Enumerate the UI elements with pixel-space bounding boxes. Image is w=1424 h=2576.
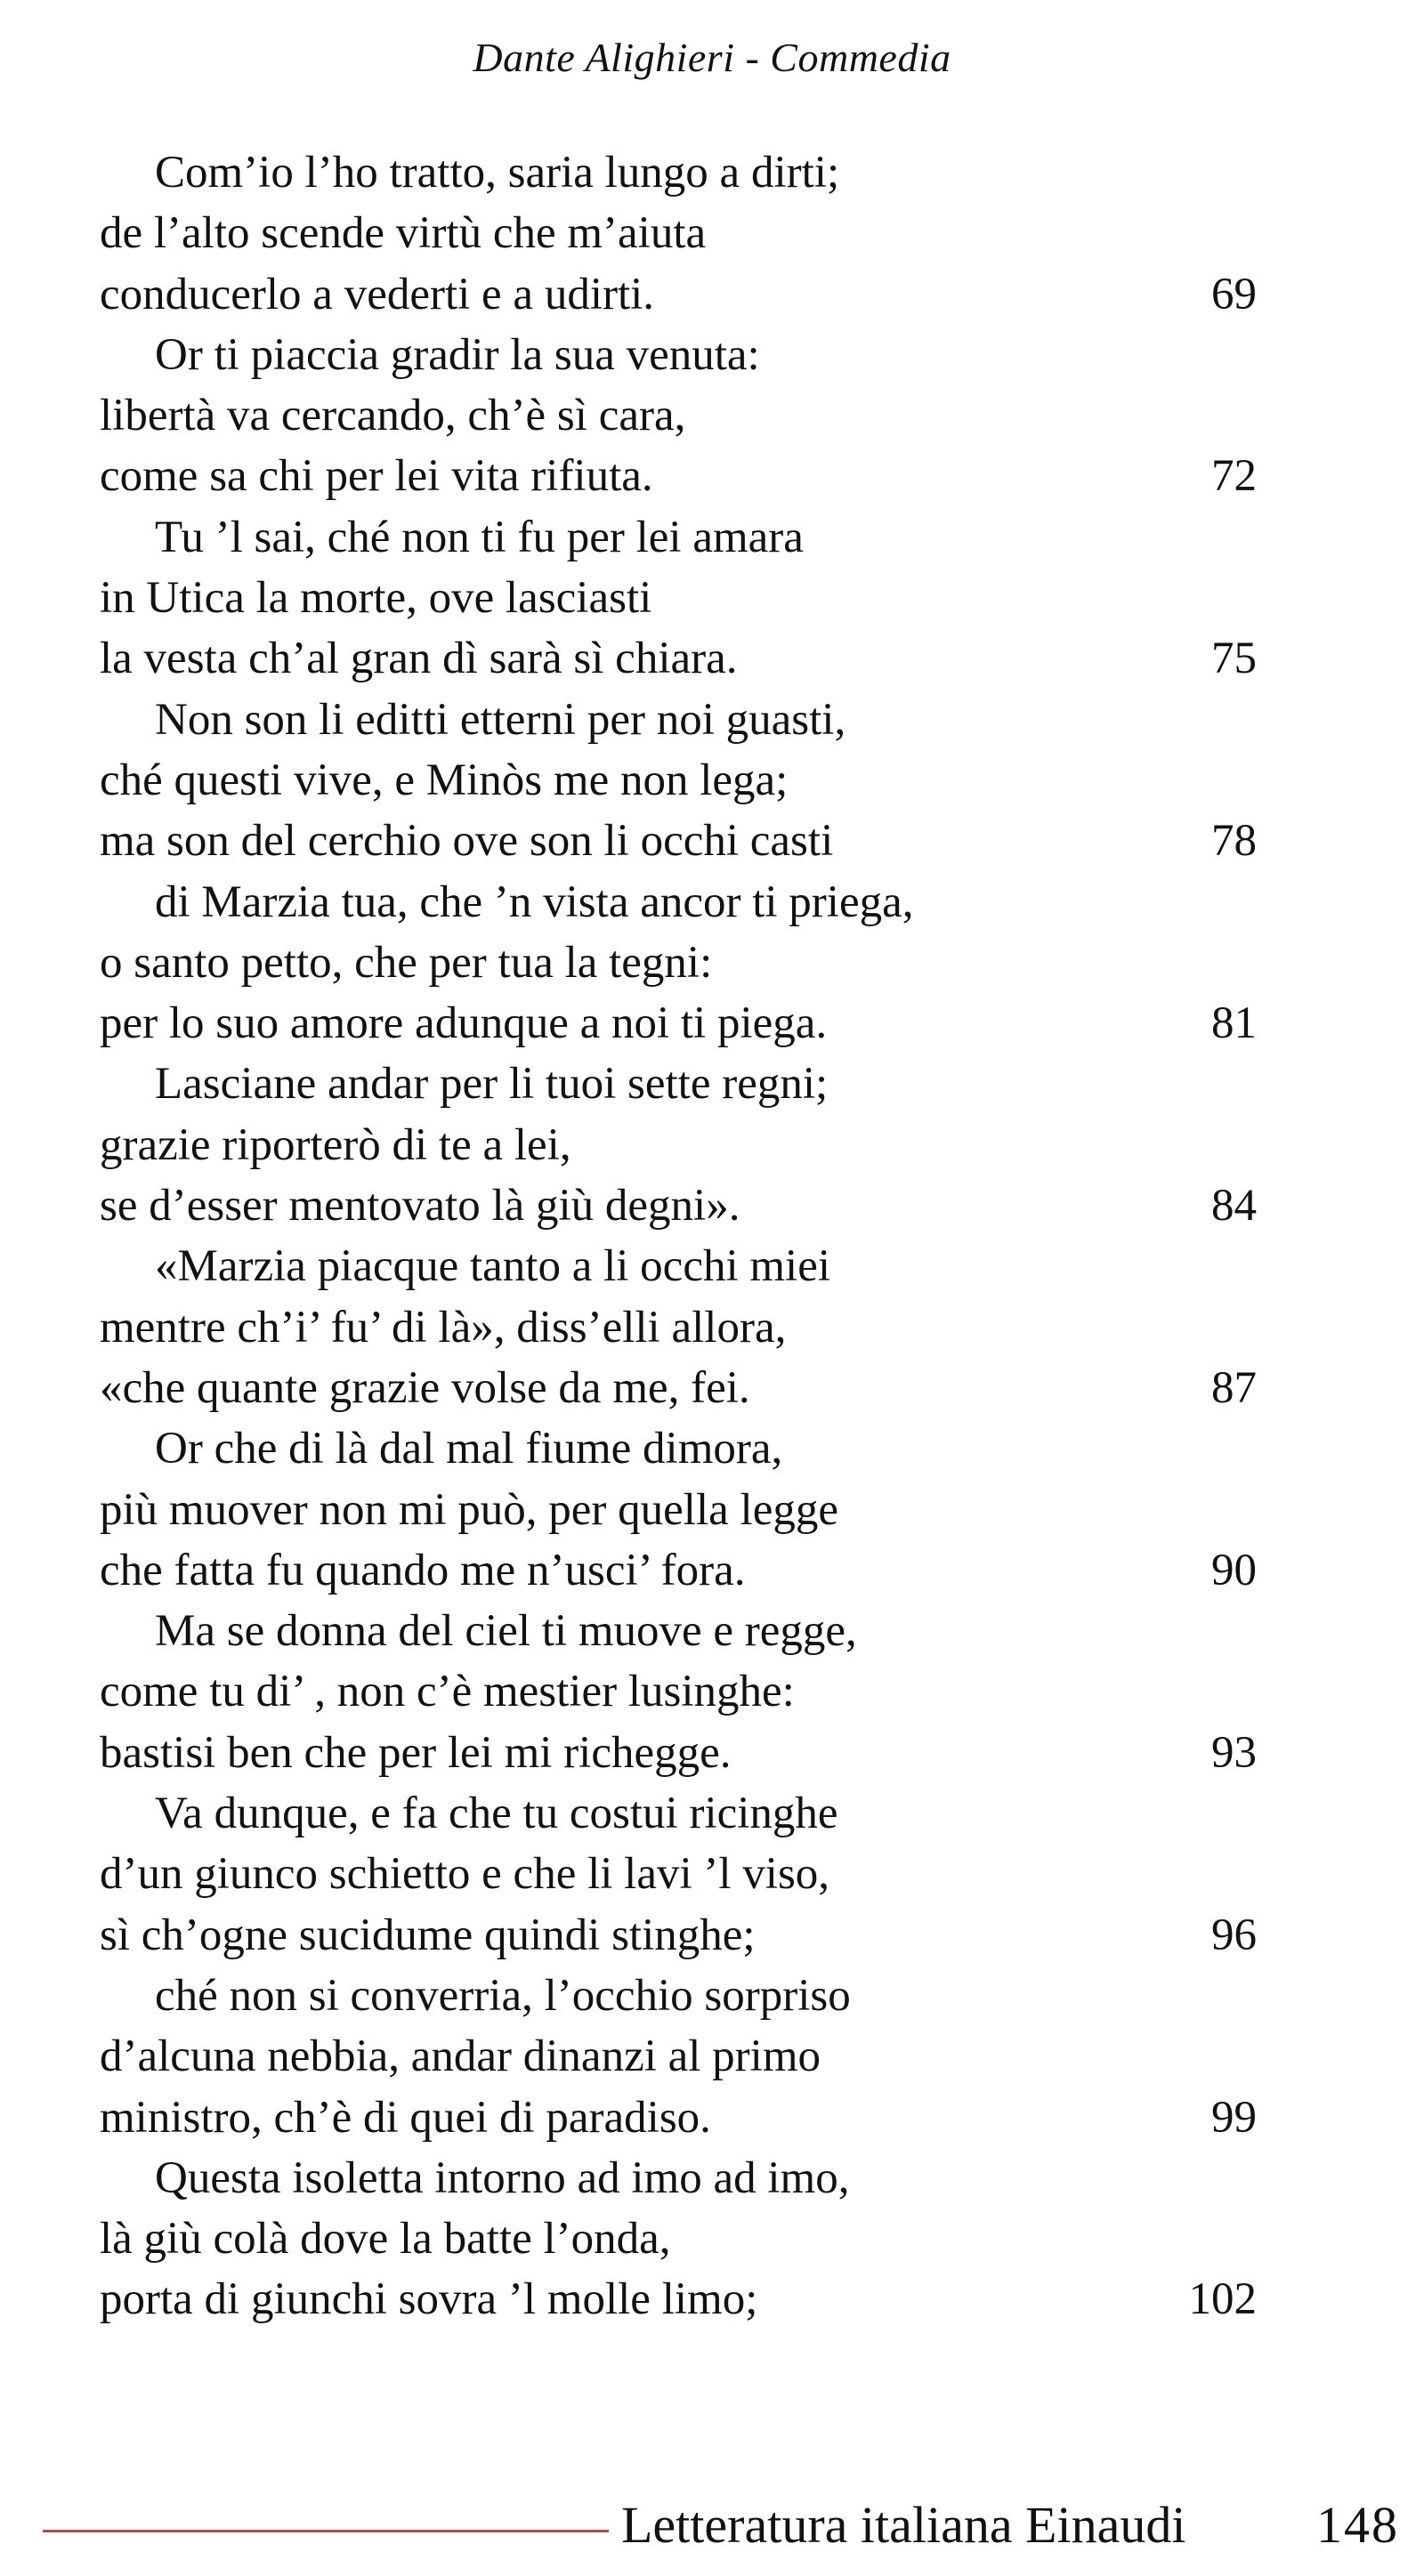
verse-text: ché questi vive, e Minòs me non lega; [100, 755, 789, 805]
verse-line [100, 2026, 1257, 2087]
verse-text: «Marzia piacque tanto a li occhi miei [155, 1241, 831, 1292]
verse-line [100, 1723, 1257, 1783]
verse-line [100, 1480, 1257, 1540]
verse-text: più muover non mi può, per quella legge [100, 1484, 838, 1535]
verse-line [100, 750, 1257, 811]
verse-number: 72 [1211, 451, 1257, 502]
verse-line [100, 507, 1257, 568]
verse-text: là giù colà dove la batte l’onda, [100, 2214, 671, 2265]
verse-text: bastisi ben che per lei mi richegge. [100, 1727, 732, 1778]
verse-line [100, 446, 1257, 506]
verse-text: che fatta fu quando me n’usci’ fora. [100, 1545, 746, 1595]
verse-text: Or che di là dal mal fiume dimora, [155, 1424, 783, 1474]
verse-line [100, 142, 1257, 203]
verse-line [100, 933, 1257, 993]
verse-text: Non son li editti etterni per noi guasti, [155, 694, 846, 745]
verse-line [100, 385, 1257, 446]
verse-number: 96 [1211, 1910, 1257, 1960]
verse-number: 99 [1211, 2092, 1257, 2143]
verse-number: 81 [1211, 998, 1257, 1049]
verse-line [100, 872, 1257, 933]
verse-text: conducerlo a vederti e a udirti. [100, 269, 655, 319]
verse-number: 102 [1188, 2274, 1257, 2325]
verse-line [100, 568, 1257, 628]
verse-text: «che quante grazie volse da me, fei. [100, 1362, 750, 1413]
verse-text: in Utica la morte, ove lasciasti [100, 573, 652, 624]
verse-number: 93 [1211, 1727, 1257, 1778]
verse-line [100, 1054, 1257, 1114]
verse-line [100, 1418, 1257, 1479]
verse-number: 84 [1211, 1181, 1257, 1231]
verse-text: ministro, ch’è di quei di paradiso. [100, 2092, 711, 2143]
verse-text: ché non si converria, l’occhio sorpriso [155, 1970, 851, 2021]
verse-line [100, 811, 1257, 871]
verse-text: Lasciane andar per li tuoi sette regni; [155, 1059, 829, 1110]
verse-text: se d’esser mentovato là giù degni». [100, 1181, 740, 1231]
verse-line [100, 1115, 1257, 1175]
verse-number: 75 [1211, 634, 1257, 684]
verse-text: mentre ch’i’ fu’ di là», diss’elli allora, [100, 1302, 787, 1353]
verse-text: Va dunque, e fa che tu costui ricinghe [155, 1789, 838, 1839]
verse-text: o santo petto, che per tua la tegni: [100, 937, 713, 988]
verse-line [100, 2148, 1257, 2209]
verse-text: come sa chi per lei vita rifiuta. [100, 451, 653, 502]
verse-line [100, 203, 1257, 263]
verse-number: 69 [1211, 269, 1257, 319]
verse-number: 87 [1211, 1362, 1257, 1413]
verse-line [100, 628, 1257, 689]
verse-line [100, 2269, 1257, 2330]
verse-line [100, 2087, 1257, 2148]
verse-line [100, 993, 1257, 1054]
verse-text: porta di giunchi sovra ’l molle limo; [100, 2274, 758, 2325]
verse-text: la vesta ch’al gran dì sarà sì chiara. [100, 634, 738, 684]
page-footer [0, 2483, 1424, 2572]
verse-text: Tu ’l sai, ché non ti fu per lei amara [155, 512, 804, 562]
verse-block [100, 142, 1257, 2330]
verse-line [100, 325, 1257, 385]
verse-text: de l’alto scende virtù che m’aiuta [100, 208, 707, 259]
verse-text: grazie riporterò di te a lei, [100, 1119, 571, 1170]
verse-line [100, 1905, 1257, 1966]
verse-line [100, 1297, 1257, 1358]
verse-line [100, 2209, 1257, 2269]
verse-text: sì ch’ogne sucidume quindi stinghe; [100, 1910, 756, 1960]
verse-line [100, 1661, 1257, 1722]
verse-line [100, 1601, 1257, 1661]
verse-line [100, 690, 1257, 750]
page-number: 148 [1316, 2496, 1399, 2554]
verse-line [100, 1540, 1257, 1601]
verse-text: Com’io l’ho tratto, saria lungo a dirti; [155, 148, 840, 198]
verse-line [100, 264, 1257, 325]
verse-number: 78 [1211, 816, 1257, 867]
footer-publisher-label: Letteratura italiana Einaudi [621, 2496, 1186, 2554]
verse-text: di Marzia tua, che ’n vista ancor ti priega, [155, 876, 914, 927]
running-head-title: Dante Alighieri - Commedia [473, 35, 951, 80]
footer-rule [43, 2530, 609, 2532]
verse-text: d’alcuna nebbia, andar dinanzi al primo [100, 2031, 821, 2082]
verse-text: per lo suo amore adunque a noi ti piega. [100, 998, 828, 1049]
verse-text: Or ti piaccia gradir la sua venuta: [155, 329, 760, 380]
verse-line [100, 1175, 1257, 1236]
verse-text: come tu di’ , non c’è mestier lusinghe: [100, 1667, 795, 1717]
verse-line [100, 1358, 1257, 1418]
verse-text: d’un giunco schietto e che li lavi ’l viso, [100, 1849, 830, 1900]
verse-text: Ma se donna del ciel ti muove e regge, [155, 1606, 857, 1657]
verse-line [100, 1844, 1257, 1904]
verse-line [100, 1966, 1257, 2026]
verse-line [100, 1783, 1257, 1844]
verse-text: Questa isoletta intorno ad imo ad imo, [155, 2152, 850, 2203]
verse-line [100, 1236, 1257, 1296]
verse-number: 90 [1211, 1545, 1257, 1595]
verse-text: libertà va cercando, ch’è sì cara, [100, 391, 686, 441]
verse-text: ma son del cerchio ove son li occhi casti [100, 816, 834, 867]
